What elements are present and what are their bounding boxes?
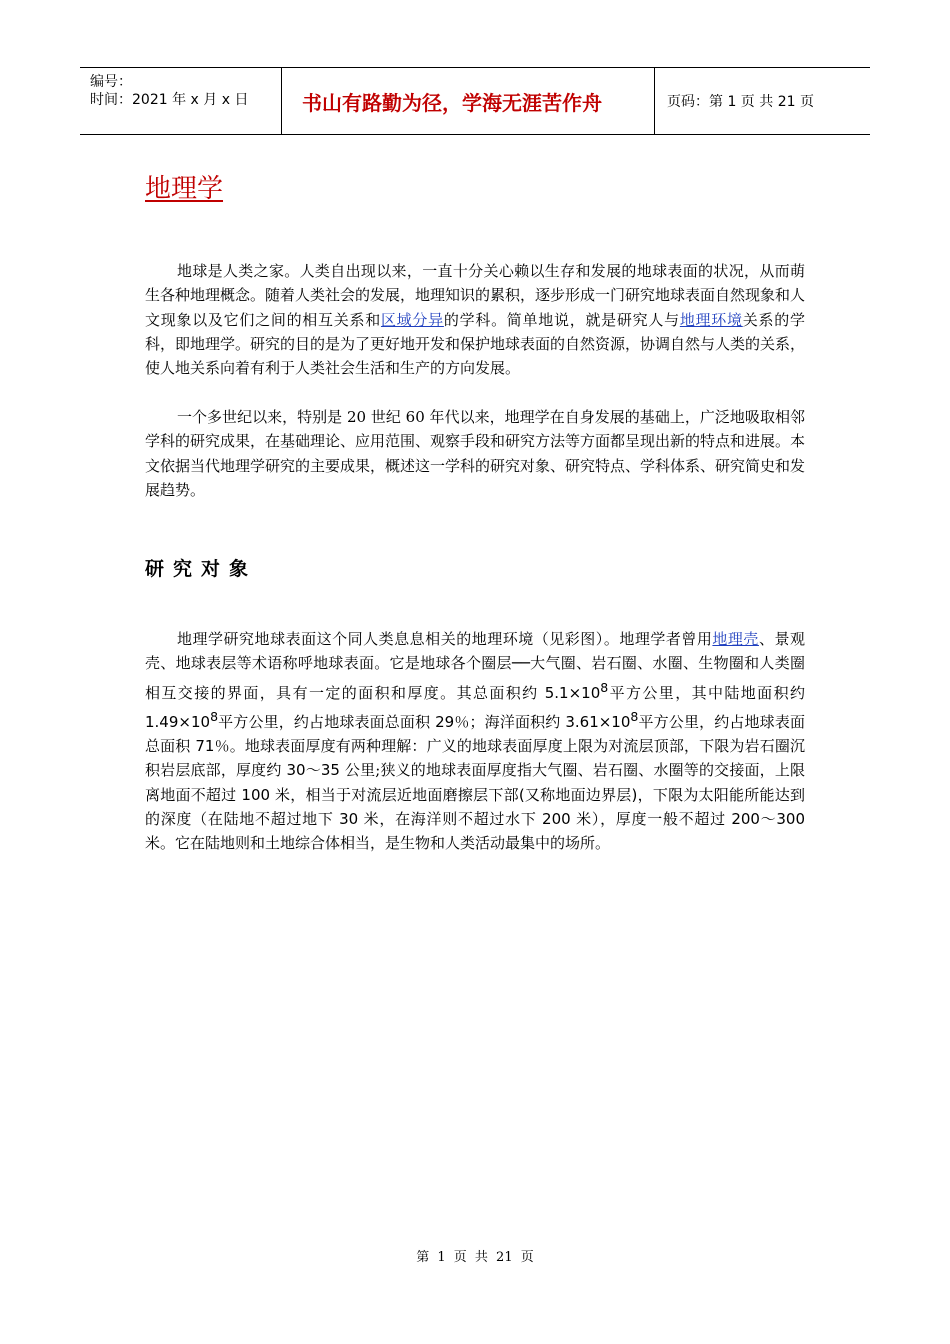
section-heading: 研究对象	[145, 558, 258, 580]
header-motto: 书山有路勤为径，学海无涯苦作舟	[282, 68, 655, 134]
link-regional-differentiation[interactable]: 区域分异	[380, 310, 444, 329]
text-span: ；海洋面积约	[469, 712, 566, 731]
text-span: 平方公里，约占地球表面总面积	[145, 712, 805, 756]
document-number-label: 编号：	[90, 74, 132, 90]
land-percentage: 29％	[435, 712, 470, 731]
land-depth-value: 30 米	[339, 810, 380, 829]
text-span: 关系的学科，即地理学。研究的目的是为了更好地开发和保护地球表面的自然资源，协调自然与人类的关系，使人地关系向着有利于人类社会生活和生产的方向发展。	[145, 310, 806, 378]
header-meta	[80, 68, 282, 134]
text-span: 。地球表面厚度有两种理解：广义的地球表面厚度上限为对流层顶部，下限为岩石圈沉积岩层底部，厚度约	[145, 737, 805, 780]
intro-paragraph-2: 一个多世纪以来，特别是 20 世纪 60 年代以来，地理学在自身发展的基础上，广泛地吸取相邻学科的研究成果，在基础理论、应用范围、观察手段和研究方法等方面都呈现出新的特点和进展。本文依据当代地理学研究的主要成果，概述这一学科的研究对象、研究特点、学科体系、研究简史和发展趋势。	[145, 408, 806, 499]
broad-thickness-value: 30～35	[286, 761, 340, 780]
total-area-exponent: 8	[600, 679, 609, 695]
ocean-area-value: 3.61×10	[565, 712, 631, 731]
text-span: ，下限为太阳能所能达到的深度（在陆地不超过地下	[145, 785, 805, 829]
upper-limit-value: 100 米	[241, 785, 291, 804]
link-geographic-shell[interactable]: 地理壳	[712, 630, 759, 648]
text-span: 地球是人类之家。人类自出现以来，一直十分关心赖以生存和发展的地球表面的状况，从而萌生各种地理概念。随着人类社会的发展，地理知识的累积，逐步形成一门研究地球表面自然现象和人文现象以及它们之间的相互关系和	[145, 262, 806, 329]
header-page-info: 页码：第 1 页 共 21 页	[667, 94, 814, 110]
ocean-area-exponent: 8	[630, 708, 639, 724]
boundary-layer-note: (又称地面边界层)	[518, 785, 638, 804]
text-span: ，相当于对流层近地面磨擦层下部	[290, 785, 519, 804]
ocean-percentage: 71％	[195, 737, 230, 756]
section-paragraph-1	[145, 627, 805, 856]
page-footer: 第 1 页 共 21 页	[416, 1250, 534, 1265]
narrow-thickness-value: 200～300 米	[145, 810, 806, 853]
text-span: 平方公里，约占地球表面总面积	[218, 712, 436, 731]
text-span: 的学科。简单地说，就是研究人与	[443, 310, 680, 329]
link-geographic-environment[interactable]: 地理环境	[679, 310, 743, 329]
sea-depth-value: 200 米	[542, 810, 592, 829]
text-span: ），厚度一般不超过	[591, 810, 732, 829]
page-header	[80, 67, 870, 135]
land-area-exponent: 8	[210, 708, 219, 724]
document-title[interactable]: 地理学	[145, 174, 224, 204]
text-span: ，在海洋则不超过水下	[379, 810, 543, 829]
land-area-value: 1.49×10	[145, 712, 211, 731]
intro-paragraph-1	[145, 259, 805, 380]
text-span: 。它在陆地则和土地综合体相当，是生物和人类活动最集中的场所。	[160, 834, 611, 853]
text-span: 平方公里，其中陆地面积约	[608, 683, 805, 702]
text-span: 公里;狭义的地球表面厚度指大气圈、岩石圈、水圈等的交接面，上限离地面不超过	[145, 761, 805, 804]
text-span: 地理学研究地球表面这个同人类息息相关的地理环境（见彩图）。地理学者曾用	[177, 630, 713, 648]
total-area-value: 5.1×10	[544, 683, 601, 702]
text-span: 、景观壳、地球表层等术语称呼地球表面。它是地球各个圈层──大气圈、岩石圈、水圈、生物圈和人类圈相互交接的界面，具有一定的面积和厚度。其总面积约	[145, 630, 805, 702]
document-time-label: 时间：2021 年 x 月 x 日	[90, 92, 249, 108]
